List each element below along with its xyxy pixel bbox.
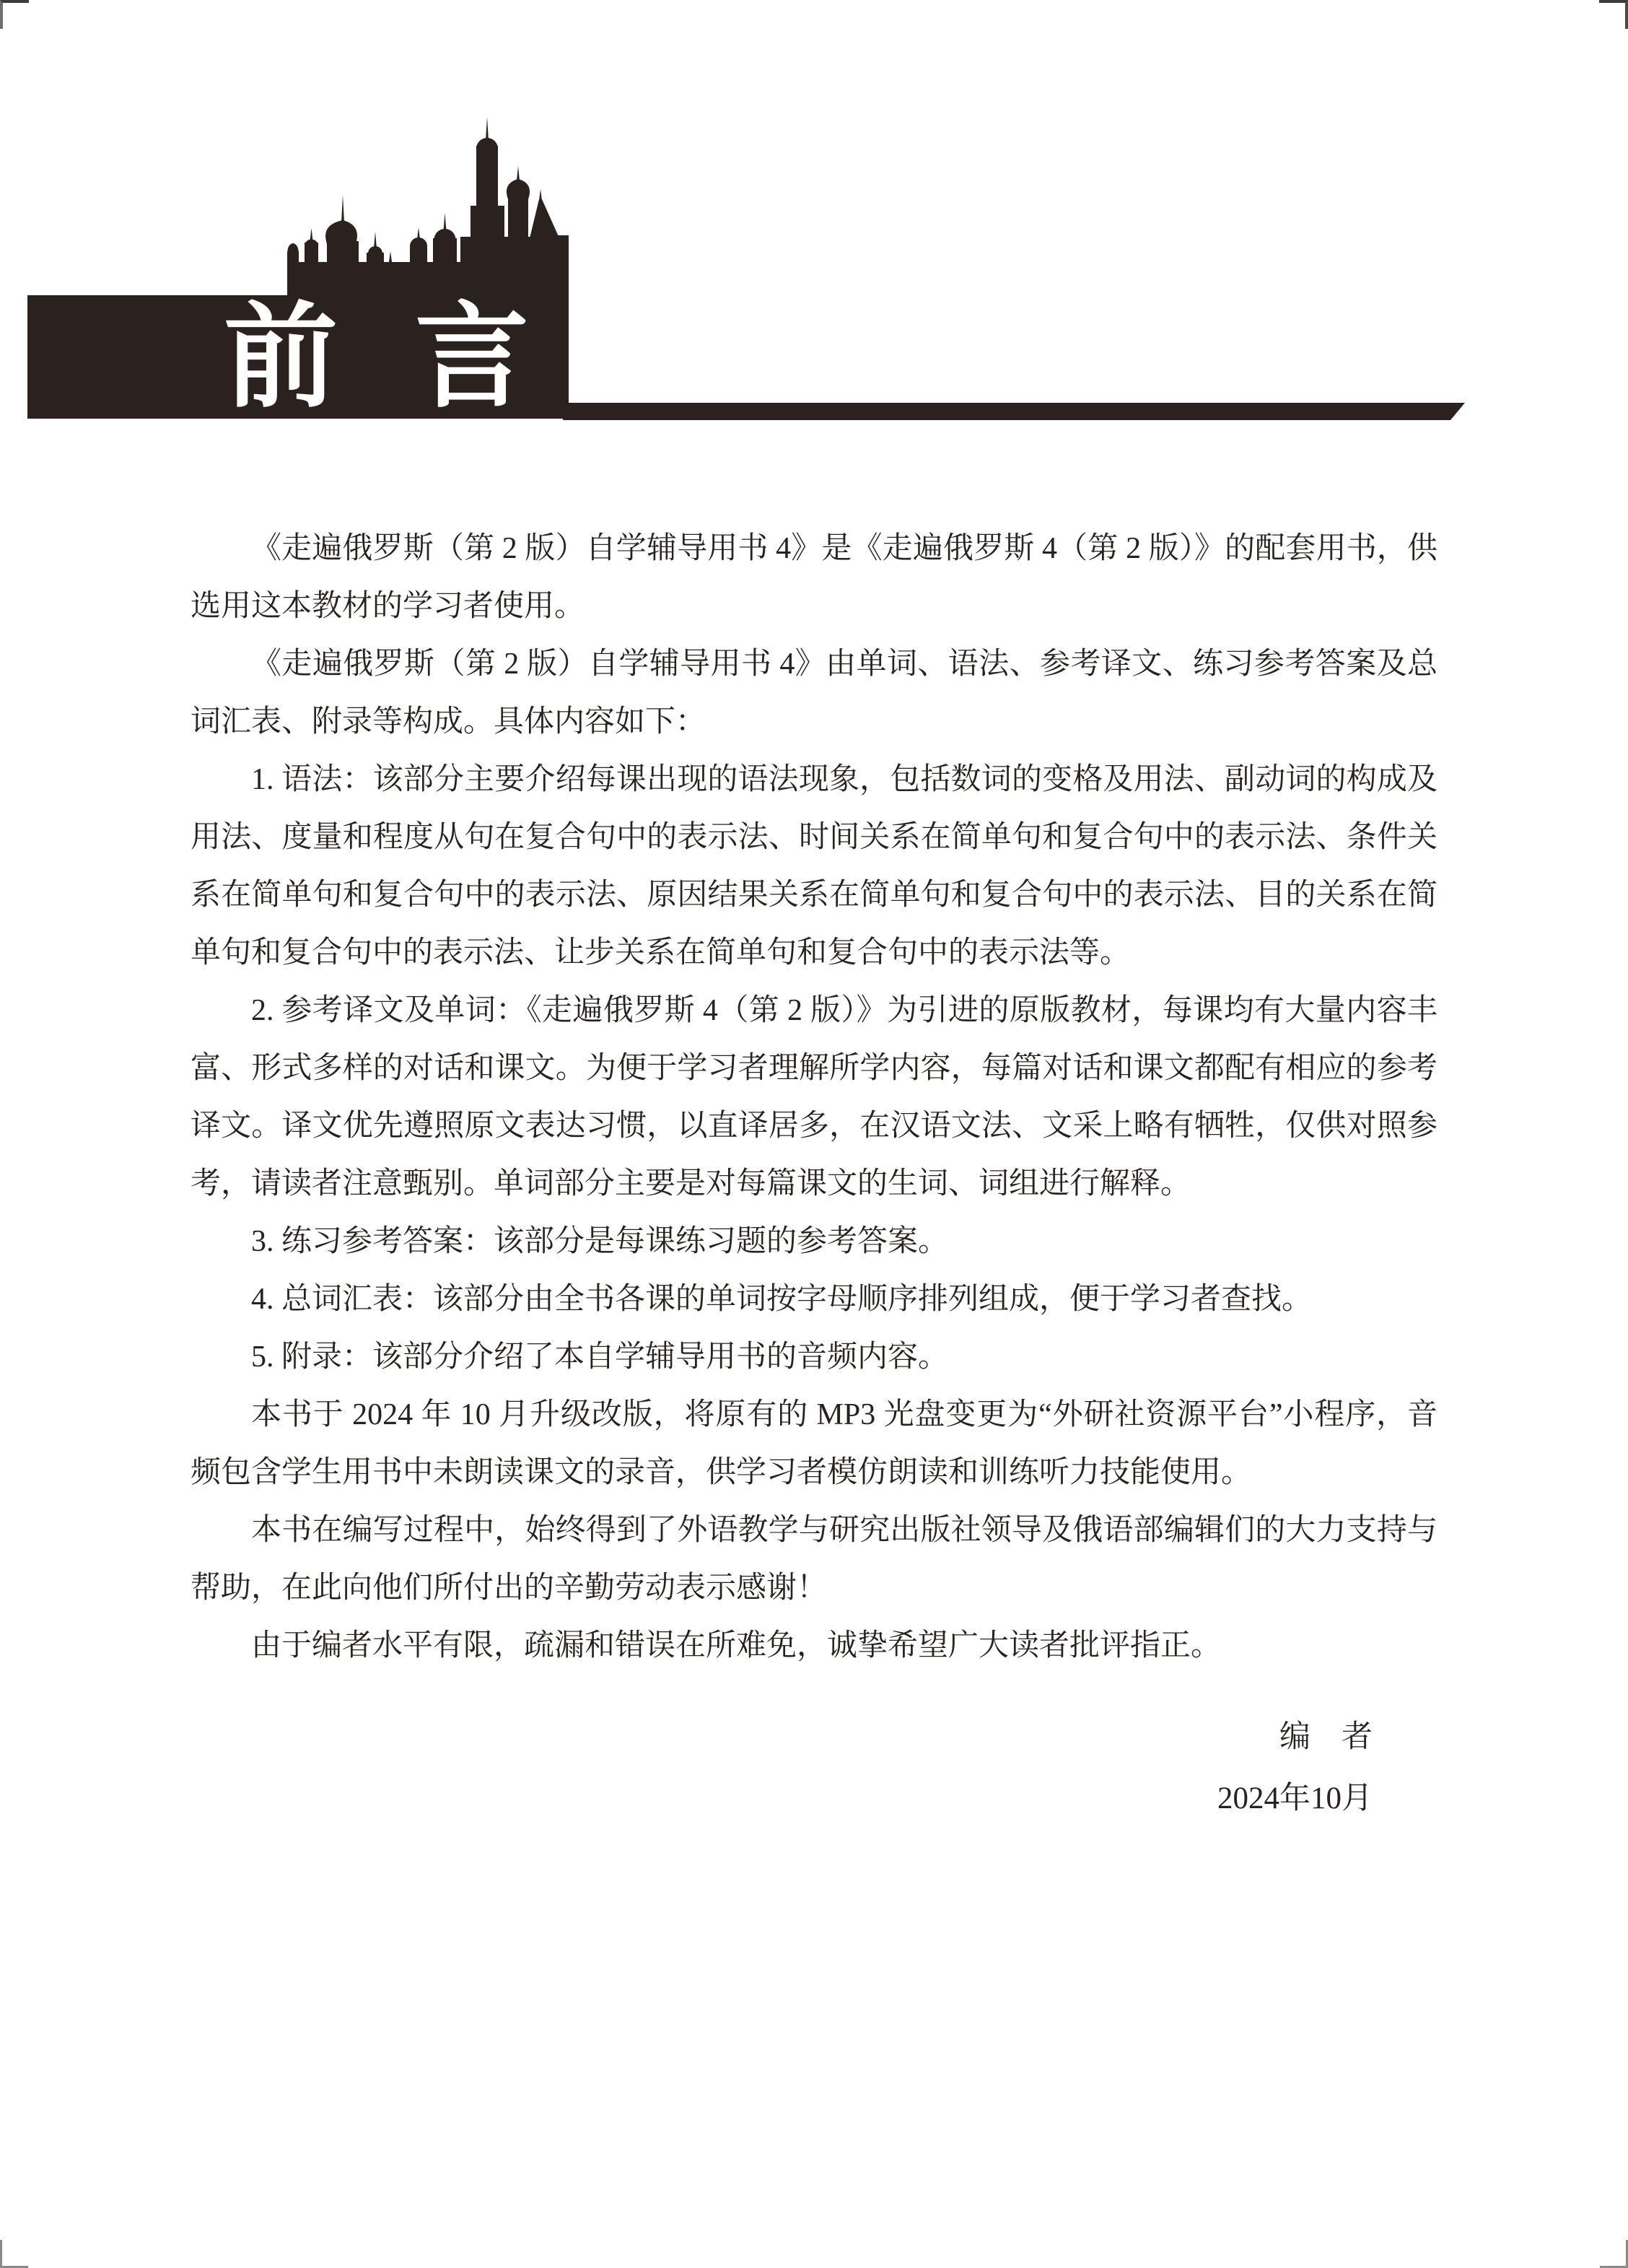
- preface-list-item-1: 1. 语法：该部分主要介绍每课出现的语法现象，包括数词的变格及用法、副动词的构成及用法、度量和程度从句在复合句中的表示法、时间关系在简单句和复合句中的表示法、条件关系在简单句和复合句中的表示法、原因结果关系在简单句和复合句中的表示法、目的关系在简单句和复合句中的表示法、让步关系在简单句和复合句中的表示法等。: [191, 763, 1437, 969]
- preface-paragraph-10: 由于编者水平有限，疏漏和错误在所难免，诚挚希望广大读者批评指正。: [251, 1629, 1222, 1662]
- crop-mark-bottom-left-icon: [0, 2240, 28, 2268]
- signature-author: 编 者: [1279, 1720, 1373, 1754]
- preface-paragraph-1: 《走遍俄罗斯（第 2 版）自学辅导用书 4》是《走遍俄罗斯 4（第 2 版）》的配套用书，供选用这本教材的学习者使用。: [191, 532, 1437, 623]
- preface-body: [191, 520, 1437, 1829]
- preface-paragraph-9: 本书在编写过程中，始终得到了外语教学与研究出版社领导及俄语部编辑们的大力支持与帮助，在此向他们所付出的辛勤劳动表示感谢！: [191, 1514, 1437, 1605]
- preface-list-item-5: 5. 附录：该部分介绍了本自学辅导用书的音频内容。: [251, 1340, 949, 1374]
- preface-title-banner: [27, 295, 569, 419]
- preface-paragraph-8: 本书于 2024 年 10 月升级改版，将原有的 MP3 光盘变更为“外研社资源平台”小程序，音频包含学生用书中未朗读课文的录音，供学习者模仿朗读和训练听力技能使用。: [191, 1398, 1437, 1489]
- page-title-char-qian: 前: [224, 293, 338, 421]
- preface-list-item-3: 3. 练习参考答案：该部分是每课练习题的参考答案。: [251, 1225, 949, 1258]
- preface-list-item-4: 4. 总词汇表：该部分由全书各课的单词按字母顺序排列组成，便于学习者查找。: [251, 1283, 1313, 1316]
- crop-mark-top-right-icon: [1599, 0, 1628, 29]
- page-title-char-yan: 言: [415, 293, 529, 421]
- header-rule: [563, 403, 1465, 420]
- preface-list-item-2: 2. 参考译文及单词：《走遍俄罗斯 4（第 2 版）》为引进的原版教材，每课均有大量内容丰富、形式多样的对话和课文。为便于学习者理解所学内容，每篇对话和课文都配有相应的参考译文。译文优先遵照原文表达习惯，以直译居多，在汉语文法、文采上略有牺牲，仅供对照参考，请读者注意甄别。单词部分主要是对每篇课文的生词、词组进行解释。: [191, 994, 1437, 1200]
- crop-mark-top-left-icon: [0, 0, 29, 29]
- crop-mark-bottom-right-icon: [1600, 2240, 1628, 2268]
- kremlin-castle-silhouette-icon: [287, 58, 569, 297]
- signature-block: [191, 1706, 1437, 1829]
- signature-date: 2024年10月: [1217, 1781, 1373, 1815]
- preface-paragraph-2: 《走遍俄罗斯（第 2 版）自学辅导用书 4》由单词、语法、参考译文、练习参考答案及总词汇表、附录等构成。具体内容如下：: [191, 647, 1437, 738]
